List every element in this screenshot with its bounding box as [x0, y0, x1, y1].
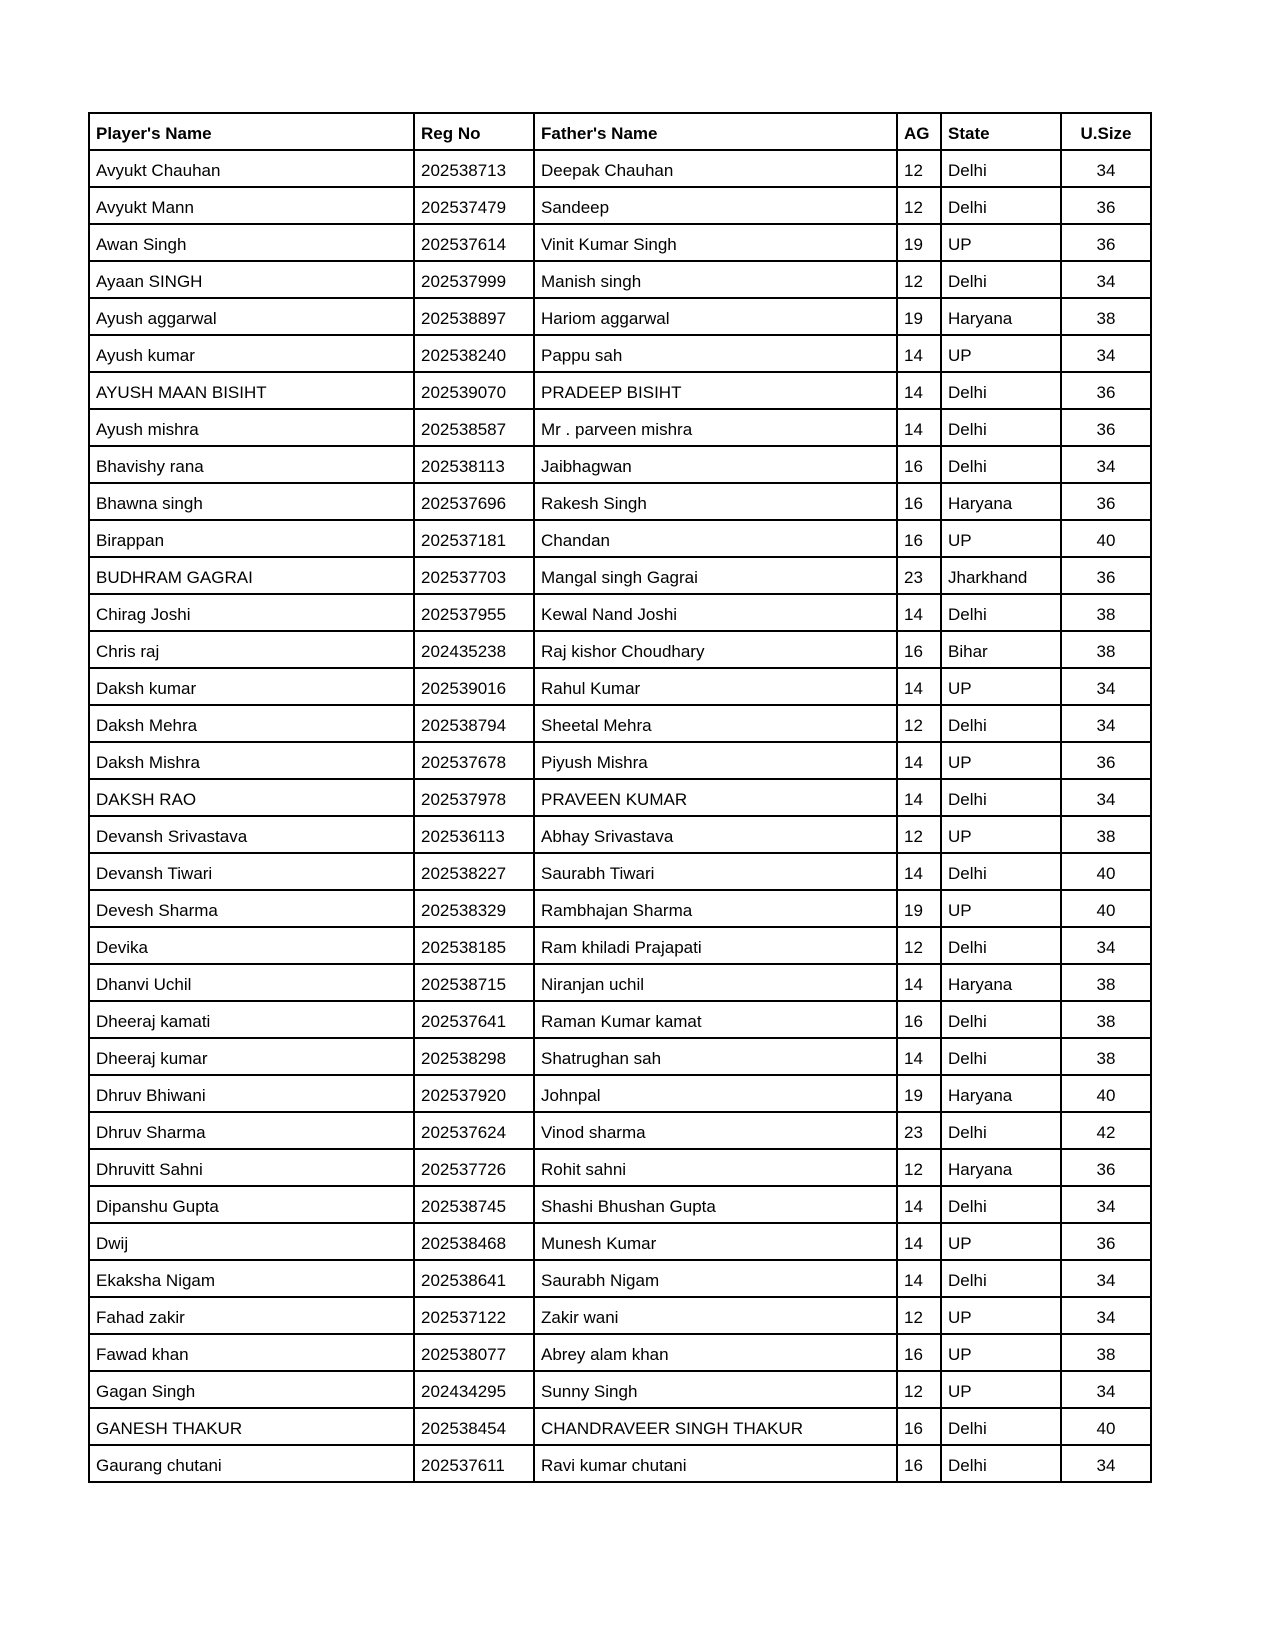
cell-name: Ayush kumar [89, 335, 414, 372]
table-row [89, 1149, 1151, 1186]
table-row [89, 335, 1151, 372]
cell-age-group: 14 [897, 964, 941, 1001]
table-header-row [89, 113, 1151, 150]
table-row [89, 927, 1151, 964]
cell-u-size: 36 [1061, 1223, 1151, 1260]
cell-reg-no: 202538329 [414, 890, 534, 927]
cell-u-size: 40 [1061, 520, 1151, 557]
cell-reg-no: 202538468 [414, 1223, 534, 1260]
cell-u-size: 38 [1061, 816, 1151, 853]
cell-father-name: PRAVEEN KUMAR [534, 779, 897, 816]
table-row [89, 557, 1151, 594]
cell-reg-no: 202538113 [414, 446, 534, 483]
table-row [89, 1186, 1151, 1223]
cell-name: Ekaksha Nigam [89, 1260, 414, 1297]
cell-reg-no: 202537614 [414, 224, 534, 261]
cell-age-group: 16 [897, 446, 941, 483]
cell-father-name: Sheetal Mehra [534, 705, 897, 742]
cell-name: AYUSH MAAN BISIHT [89, 372, 414, 409]
cell-father-name: Niranjan uchil [534, 964, 897, 1001]
table-row [89, 742, 1151, 779]
cell-u-size: 40 [1061, 1075, 1151, 1112]
cell-u-size: 34 [1061, 1297, 1151, 1334]
table-row [89, 1371, 1151, 1408]
cell-reg-no: 202538715 [414, 964, 534, 1001]
cell-father-name: Saurabh Nigam [534, 1260, 897, 1297]
cell-reg-no: 202538745 [414, 1186, 534, 1223]
cell-father-name: Shashi Bhushan Gupta [534, 1186, 897, 1223]
cell-father-name: Vinit Kumar Singh [534, 224, 897, 261]
table-row [89, 150, 1151, 187]
cell-u-size: 34 [1061, 261, 1151, 298]
cell-state: Delhi [941, 853, 1061, 890]
cell-reg-no: 202537641 [414, 1001, 534, 1038]
cell-state: Delhi [941, 1445, 1061, 1482]
cell-u-size: 38 [1061, 964, 1151, 1001]
cell-state: UP [941, 1223, 1061, 1260]
table-row [89, 372, 1151, 409]
cell-father-name: Abhay Srivastava [534, 816, 897, 853]
cell-name: Bhavishy rana [89, 446, 414, 483]
cell-name: Gagan Singh [89, 1371, 414, 1408]
cell-reg-no: 202537703 [414, 557, 534, 594]
cell-father-name: Rahul Kumar [534, 668, 897, 705]
cell-state: Bihar [941, 631, 1061, 668]
cell-u-size: 36 [1061, 483, 1151, 520]
cell-age-group: 12 [897, 927, 941, 964]
table-row [89, 1001, 1151, 1038]
cell-name: Ayush aggarwal [89, 298, 414, 335]
cell-name: Devika [89, 927, 414, 964]
cell-name: Fahad zakir [89, 1297, 414, 1334]
table-row [89, 631, 1151, 668]
table-body [89, 150, 1151, 1482]
cell-reg-no: 202538587 [414, 409, 534, 446]
cell-u-size: 38 [1061, 631, 1151, 668]
table-row [89, 1334, 1151, 1371]
table-row [89, 1260, 1151, 1297]
table-row [89, 224, 1151, 261]
cell-age-group: 14 [897, 409, 941, 446]
cell-name: Dheeraj kumar [89, 1038, 414, 1075]
cell-reg-no: 202537696 [414, 483, 534, 520]
cell-father-name: Kewal Nand Joshi [534, 594, 897, 631]
cell-father-name: Raj kishor Choudhary [534, 631, 897, 668]
table-row [89, 1445, 1151, 1482]
cell-u-size: 34 [1061, 1260, 1151, 1297]
cell-age-group: 16 [897, 1408, 941, 1445]
table-row [89, 409, 1151, 446]
cell-age-group: 14 [897, 853, 941, 890]
cell-father-name: Hariom aggarwal [534, 298, 897, 335]
cell-reg-no: 202538227 [414, 853, 534, 890]
cell-u-size: 34 [1061, 1445, 1151, 1482]
cell-reg-no: 202538298 [414, 1038, 534, 1075]
cell-reg-no: 202538185 [414, 927, 534, 964]
cell-age-group: 19 [897, 1075, 941, 1112]
table-row [89, 261, 1151, 298]
cell-father-name: CHANDRAVEER SINGH THAKUR [534, 1408, 897, 1445]
cell-age-group: 16 [897, 1334, 941, 1371]
cell-age-group: 16 [897, 631, 941, 668]
cell-reg-no: 202538641 [414, 1260, 534, 1297]
cell-name: Devansh Tiwari [89, 853, 414, 890]
cell-age-group: 14 [897, 779, 941, 816]
cell-name: Dipanshu Gupta [89, 1186, 414, 1223]
cell-u-size: 36 [1061, 224, 1151, 261]
table-row [89, 1223, 1151, 1260]
cell-age-group: 23 [897, 1112, 941, 1149]
cell-reg-no: 202435238 [414, 631, 534, 668]
cell-father-name: PRADEEP BISIHT [534, 372, 897, 409]
cell-reg-no: 202537999 [414, 261, 534, 298]
cell-age-group: 19 [897, 298, 941, 335]
cell-reg-no: 202434295 [414, 1371, 534, 1408]
cell-u-size: 40 [1061, 853, 1151, 890]
cell-state: UP [941, 816, 1061, 853]
cell-age-group: 12 [897, 1149, 941, 1186]
cell-u-size: 34 [1061, 335, 1151, 372]
cell-father-name: Chandan [534, 520, 897, 557]
cell-age-group: 16 [897, 520, 941, 557]
table-row [89, 1408, 1151, 1445]
cell-age-group: 12 [897, 1297, 941, 1334]
cell-state: Delhi [941, 409, 1061, 446]
cell-state: Delhi [941, 1186, 1061, 1223]
cell-state: Delhi [941, 594, 1061, 631]
table-row [89, 187, 1151, 224]
column-header-u-size: U.Size [1061, 113, 1151, 150]
cell-name: Dhanvi Uchil [89, 964, 414, 1001]
cell-state: Haryana [941, 1075, 1061, 1112]
cell-age-group: 12 [897, 150, 941, 187]
cell-father-name: Abrey alam khan [534, 1334, 897, 1371]
cell-state: UP [941, 1334, 1061, 1371]
cell-reg-no: 202537978 [414, 779, 534, 816]
cell-age-group: 14 [897, 335, 941, 372]
cell-u-size: 40 [1061, 890, 1151, 927]
cell-state: Delhi [941, 187, 1061, 224]
cell-state: Delhi [941, 1001, 1061, 1038]
column-header-state: State [941, 113, 1061, 150]
cell-u-size: 34 [1061, 1371, 1151, 1408]
cell-name: Bhawna singh [89, 483, 414, 520]
table-row [89, 779, 1151, 816]
cell-father-name: Manish singh [534, 261, 897, 298]
cell-reg-no: 202537726 [414, 1149, 534, 1186]
cell-reg-no: 202537122 [414, 1297, 534, 1334]
cell-age-group: 16 [897, 1001, 941, 1038]
table-row [89, 853, 1151, 890]
cell-father-name: Zakir wani [534, 1297, 897, 1334]
cell-reg-no: 202538794 [414, 705, 534, 742]
cell-u-size: 36 [1061, 742, 1151, 779]
cell-u-size: 34 [1061, 779, 1151, 816]
cell-father-name: Sandeep [534, 187, 897, 224]
cell-age-group: 14 [897, 1038, 941, 1075]
cell-father-name: Rambhajan Sharma [534, 890, 897, 927]
cell-reg-no: 202538454 [414, 1408, 534, 1445]
table-row [89, 483, 1151, 520]
cell-father-name: Johnpal [534, 1075, 897, 1112]
cell-reg-no: 202539016 [414, 668, 534, 705]
cell-name: Daksh Mishra [89, 742, 414, 779]
cell-reg-no: 202537920 [414, 1075, 534, 1112]
cell-u-size: 42 [1061, 1112, 1151, 1149]
cell-name: Avyukt Mann [89, 187, 414, 224]
cell-age-group: 16 [897, 1445, 941, 1482]
cell-name: Devesh Sharma [89, 890, 414, 927]
cell-father-name: Jaibhagwan [534, 446, 897, 483]
cell-u-size: 34 [1061, 1186, 1151, 1223]
table-row [89, 446, 1151, 483]
cell-name: Dhruvitt Sahni [89, 1149, 414, 1186]
table-row [89, 816, 1151, 853]
cell-father-name: Raman Kumar kamat [534, 1001, 897, 1038]
cell-name: Birappan [89, 520, 414, 557]
cell-father-name: Mr . parveen mishra [534, 409, 897, 446]
cell-age-group: 14 [897, 742, 941, 779]
table-row [89, 1297, 1151, 1334]
cell-reg-no: 202537678 [414, 742, 534, 779]
cell-age-group: 12 [897, 261, 941, 298]
cell-reg-no: 202538077 [414, 1334, 534, 1371]
cell-state: Haryana [941, 483, 1061, 520]
cell-name: Dhruv Sharma [89, 1112, 414, 1149]
cell-name: Dhruv Bhiwani [89, 1075, 414, 1112]
cell-u-size: 36 [1061, 409, 1151, 446]
cell-u-size: 34 [1061, 668, 1151, 705]
cell-age-group: 16 [897, 483, 941, 520]
cell-age-group: 12 [897, 705, 941, 742]
cell-age-group: 14 [897, 668, 941, 705]
cell-u-size: 38 [1061, 298, 1151, 335]
cell-age-group: 12 [897, 1371, 941, 1408]
cell-name: Ayaan SINGH [89, 261, 414, 298]
cell-state: UP [941, 1371, 1061, 1408]
cell-state: Jharkhand [941, 557, 1061, 594]
cell-age-group: 14 [897, 594, 941, 631]
column-header-fathers-name: Father's Name [534, 113, 897, 150]
cell-state: Delhi [941, 1408, 1061, 1445]
cell-name: Chirag Joshi [89, 594, 414, 631]
cell-u-size: 36 [1061, 187, 1151, 224]
table-row [89, 890, 1151, 927]
cell-state: Delhi [941, 1038, 1061, 1075]
cell-state: UP [941, 668, 1061, 705]
cell-u-size: 38 [1061, 1001, 1151, 1038]
cell-state: Delhi [941, 927, 1061, 964]
cell-reg-no: 202538897 [414, 298, 534, 335]
cell-state: Delhi [941, 150, 1061, 187]
cell-state: Delhi [941, 779, 1061, 816]
cell-name: Ayush mishra [89, 409, 414, 446]
column-header-ag: AG [897, 113, 941, 150]
cell-reg-no: 202537611 [414, 1445, 534, 1482]
cell-reg-no: 202538713 [414, 150, 534, 187]
cell-state: UP [941, 224, 1061, 261]
cell-name: Fawad khan [89, 1334, 414, 1371]
cell-u-size: 34 [1061, 927, 1151, 964]
cell-father-name: Deepak Chauhan [534, 150, 897, 187]
cell-state: UP [941, 742, 1061, 779]
cell-age-group: 12 [897, 187, 941, 224]
cell-u-size: 34 [1061, 705, 1151, 742]
cell-father-name: Rakesh Singh [534, 483, 897, 520]
cell-name: Daksh kumar [89, 668, 414, 705]
cell-reg-no: 202538240 [414, 335, 534, 372]
cell-u-size: 38 [1061, 1038, 1151, 1075]
cell-reg-no: 202536113 [414, 816, 534, 853]
cell-name: Dwij [89, 1223, 414, 1260]
cell-reg-no: 202537624 [414, 1112, 534, 1149]
cell-age-group: 14 [897, 1186, 941, 1223]
cell-father-name: Saurabh Tiwari [534, 853, 897, 890]
cell-reg-no: 202539070 [414, 372, 534, 409]
cell-state: UP [941, 520, 1061, 557]
table-row [89, 705, 1151, 742]
cell-name: DAKSH RAO [89, 779, 414, 816]
cell-name: Awan Singh [89, 224, 414, 261]
cell-state: UP [941, 335, 1061, 372]
cell-age-group: 14 [897, 372, 941, 409]
cell-u-size: 34 [1061, 150, 1151, 187]
table-row [89, 298, 1151, 335]
cell-state: Haryana [941, 298, 1061, 335]
cell-father-name: Shatrughan sah [534, 1038, 897, 1075]
cell-father-name: Munesh Kumar [534, 1223, 897, 1260]
cell-u-size: 36 [1061, 1149, 1151, 1186]
cell-reg-no: 202537181 [414, 520, 534, 557]
cell-age-group: 19 [897, 890, 941, 927]
cell-age-group: 14 [897, 1223, 941, 1260]
table-row [89, 668, 1151, 705]
player-roster-table [88, 112, 1152, 1483]
cell-u-size: 36 [1061, 372, 1151, 409]
cell-u-size: 36 [1061, 557, 1151, 594]
cell-age-group: 23 [897, 557, 941, 594]
cell-state: Delhi [941, 1260, 1061, 1297]
cell-father-name: Ram khiladi Prajapati [534, 927, 897, 964]
cell-state: Haryana [941, 1149, 1061, 1186]
cell-u-size: 38 [1061, 594, 1151, 631]
table-row [89, 1038, 1151, 1075]
cell-father-name: Rohit sahni [534, 1149, 897, 1186]
cell-name: Daksh Mehra [89, 705, 414, 742]
cell-name: Gaurang chutani [89, 1445, 414, 1482]
cell-name: Chris raj [89, 631, 414, 668]
cell-state: Delhi [941, 372, 1061, 409]
column-header-players-name: Player's Name [89, 113, 414, 150]
cell-reg-no: 202537479 [414, 187, 534, 224]
cell-father-name: Mangal singh Gagrai [534, 557, 897, 594]
cell-u-size: 34 [1061, 446, 1151, 483]
cell-age-group: 19 [897, 224, 941, 261]
cell-state: UP [941, 890, 1061, 927]
table-row [89, 594, 1151, 631]
cell-state: Delhi [941, 1112, 1061, 1149]
cell-father-name: Pappu sah [534, 335, 897, 372]
cell-age-group: 12 [897, 816, 941, 853]
table-row [89, 1112, 1151, 1149]
cell-state: UP [941, 1297, 1061, 1334]
cell-reg-no: 202537955 [414, 594, 534, 631]
cell-father-name: Ravi kumar chutani [534, 1445, 897, 1482]
cell-name: Devansh Srivastava [89, 816, 414, 853]
cell-father-name: Vinod sharma [534, 1112, 897, 1149]
cell-state: Delhi [941, 705, 1061, 742]
cell-u-size: 38 [1061, 1334, 1151, 1371]
cell-name: GANESH THAKUR [89, 1408, 414, 1445]
cell-name: BUDHRAM GAGRAI [89, 557, 414, 594]
table-row [89, 1075, 1151, 1112]
table-row [89, 520, 1151, 557]
column-header-reg-no: Reg No [414, 113, 534, 150]
cell-father-name: Piyush Mishra [534, 742, 897, 779]
cell-name: Dheeraj kamati [89, 1001, 414, 1038]
cell-state: Haryana [941, 964, 1061, 1001]
cell-state: Delhi [941, 261, 1061, 298]
cell-father-name: Sunny Singh [534, 1371, 897, 1408]
cell-u-size: 40 [1061, 1408, 1151, 1445]
cell-state: Delhi [941, 446, 1061, 483]
cell-name: Avyukt Chauhan [89, 150, 414, 187]
cell-age-group: 14 [897, 1260, 941, 1297]
table-row [89, 964, 1151, 1001]
